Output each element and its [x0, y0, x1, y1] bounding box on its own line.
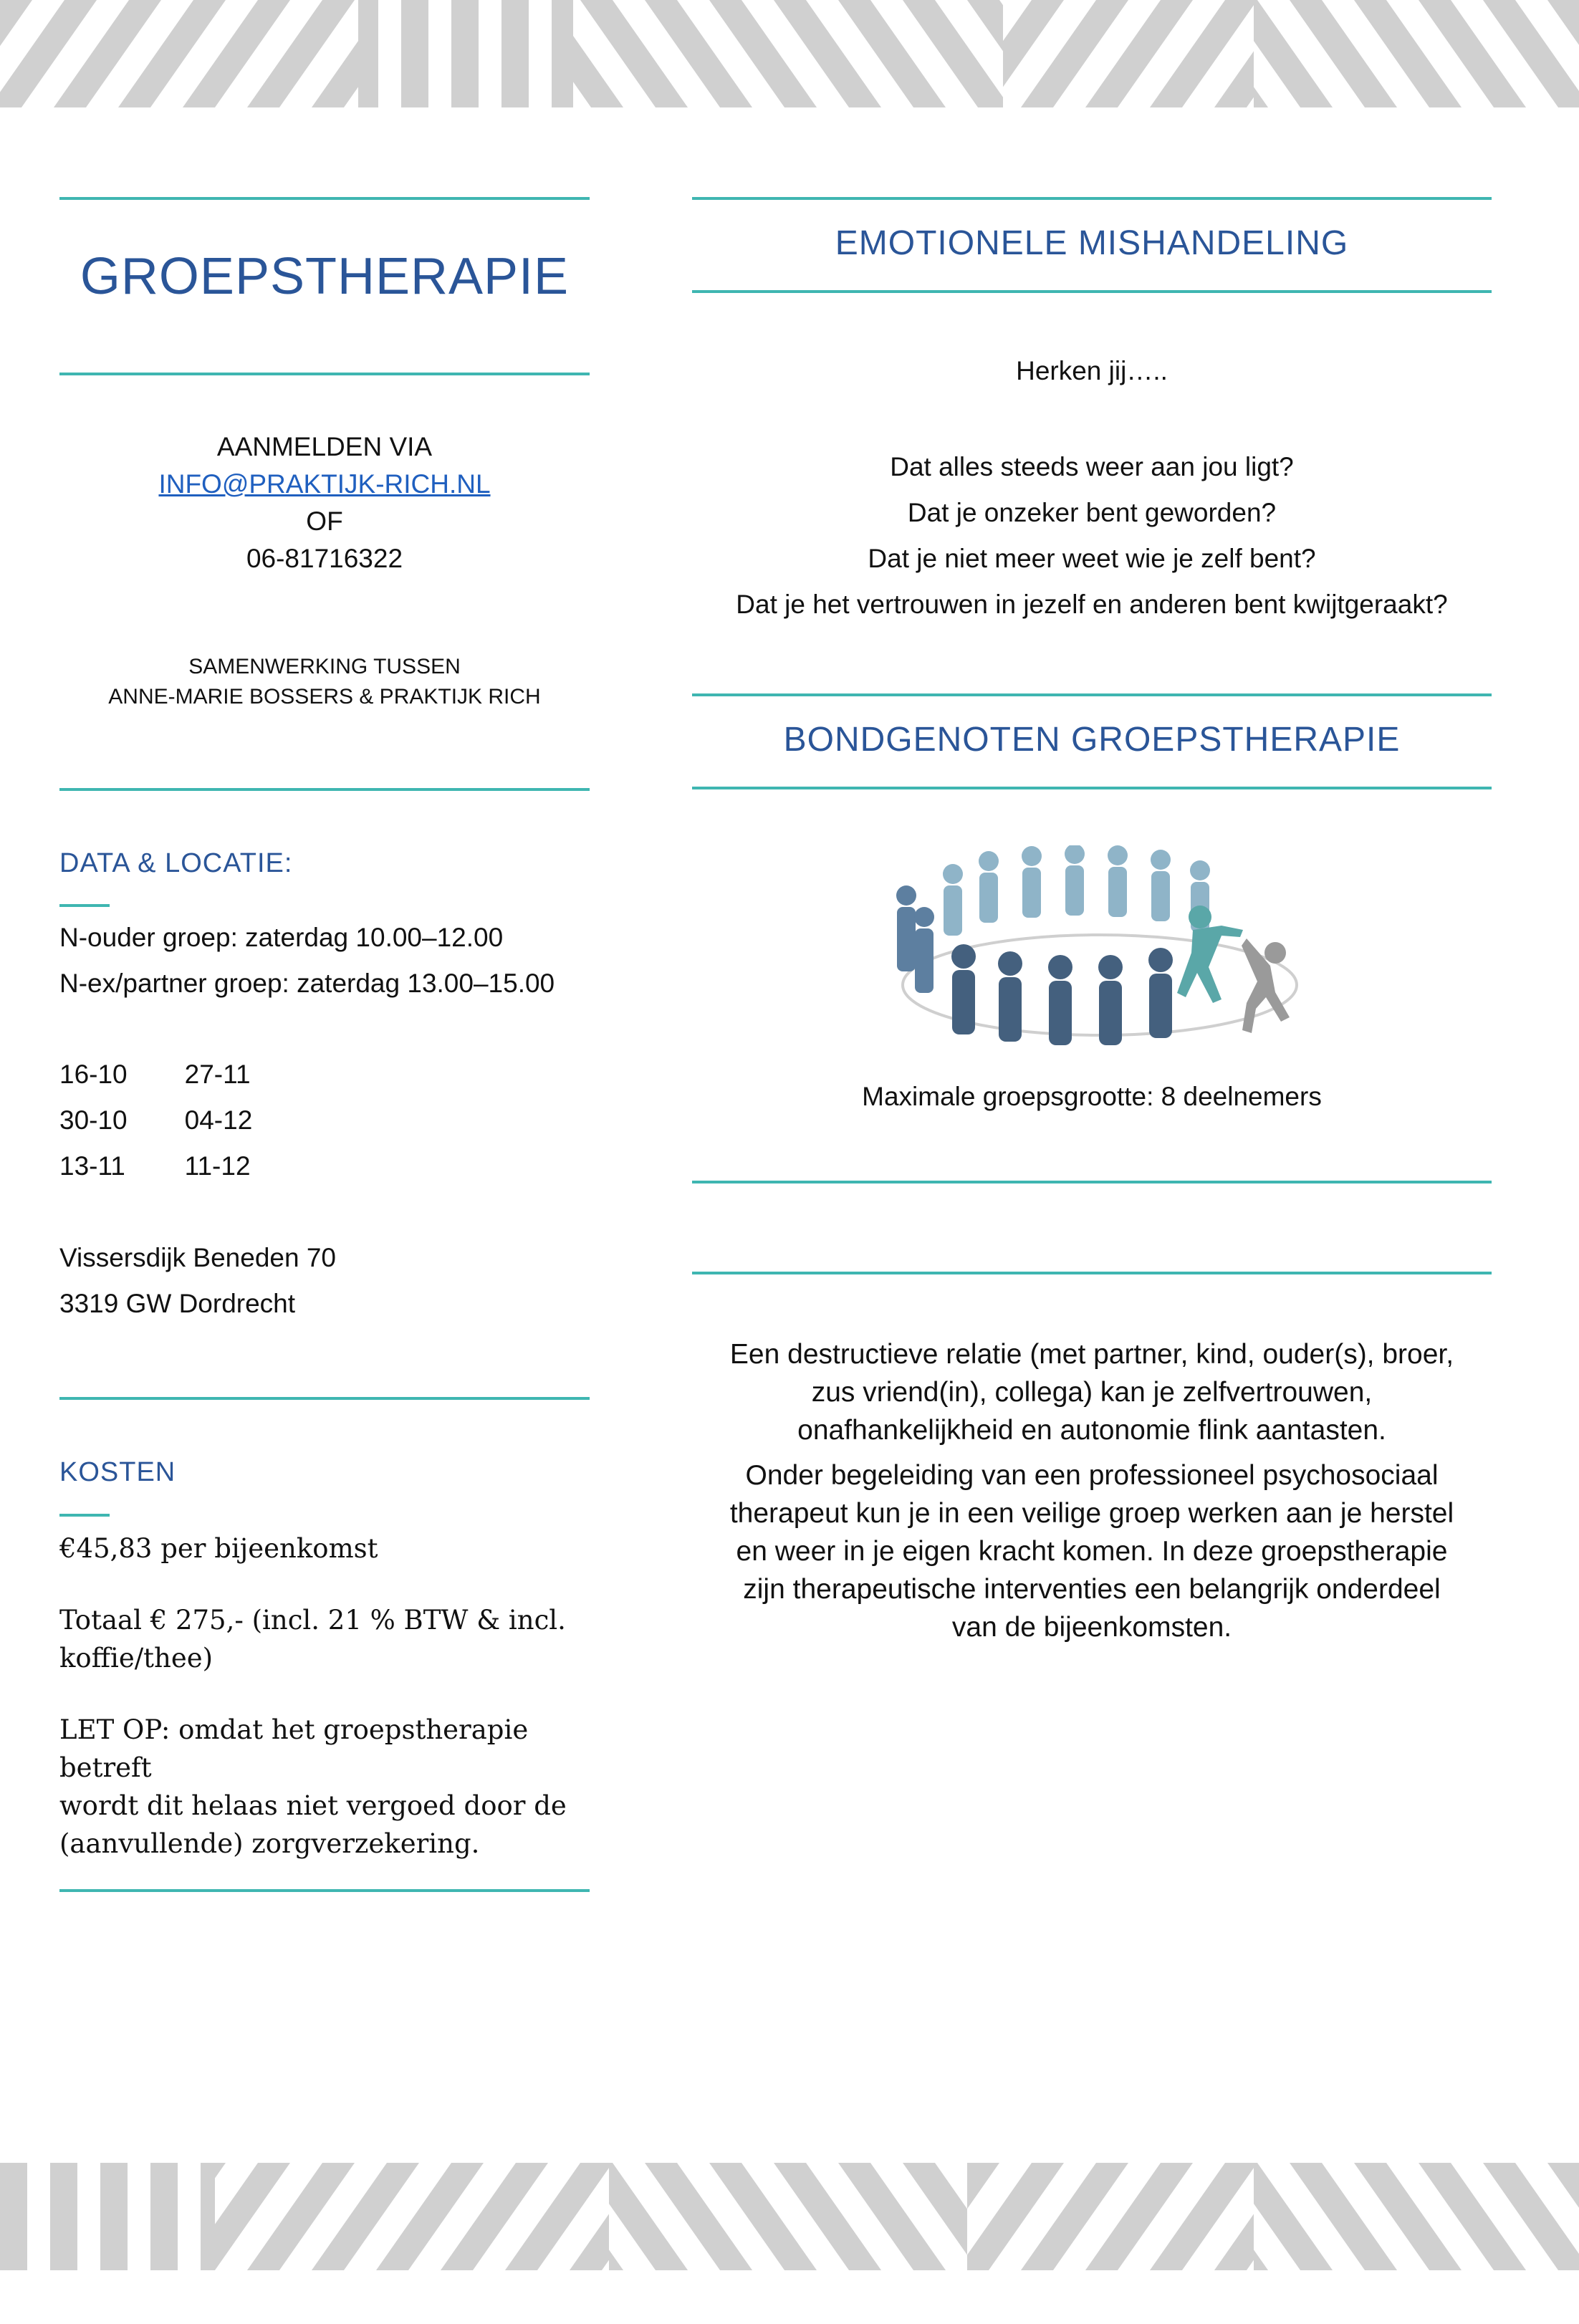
price-total: Totaal € 275,- (incl. 21 % BTW & incl. — [59, 1605, 566, 1636]
description-line: van de bijeenkomsten. — [951, 1612, 1232, 1643]
description-line: en weer in je eigen kracht komen. In deze groepstherapie — [736, 1536, 1448, 1567]
schedule-block — [59, 915, 555, 1007]
section-title-mishandeling: EMOTIONELE MISHANDELING — [835, 224, 1349, 262]
address-block — [59, 1235, 336, 1327]
signup-or: OF — [306, 506, 343, 536]
question-item: Dat alles steeds weer aan jou ligt? — [890, 452, 1294, 481]
divider — [59, 1397, 590, 1400]
stripe-pattern-top — [0, 0, 1579, 107]
bottom-stripe-band — [0, 2163, 1579, 2270]
table-row — [59, 1098, 309, 1143]
section-title-bondgenoten: BONDGENOTEN GROEPSTHERAPIE — [783, 721, 1401, 759]
date-cell: 16-10 — [59, 1060, 128, 1089]
divider — [692, 290, 1492, 293]
divider — [59, 788, 590, 791]
top-stripe-band — [0, 0, 1579, 107]
data-locatie-heading: DATA & LOCATIE: — [59, 848, 293, 878]
description-line: therapeut kun je in een veilige groep werken aan je herstel — [729, 1498, 1454, 1529]
date-cell: 27-11 — [184, 1060, 251, 1089]
date-cell: 11-12 — [184, 1151, 251, 1181]
collab-line: ANNE-MARIE BOSSERS & PRAKTIJK RICH — [108, 685, 541, 709]
group-schedule: N-ouder groep: zaterdag 10.00–12.00 — [59, 923, 504, 952]
divider — [692, 1272, 1492, 1274]
description-line: Onder begeleiding van een professioneel psychosociaal — [745, 1460, 1439, 1491]
date-cell: 04-12 — [184, 1105, 253, 1135]
price-total: koffie/thee) — [59, 1643, 213, 1674]
signup-label: AANMELDEN VIA — [216, 432, 433, 461]
divider — [59, 373, 590, 375]
insurance-note: wordt dit helaas niet vergoed door de — [59, 1790, 567, 1821]
signup-block — [59, 428, 590, 577]
divider — [692, 693, 1492, 696]
question-item: Dat je het vertrouwen in jezelf en anderen bent kwijtgeraakt? — [736, 590, 1448, 619]
question-item: Dat je niet meer weet wie je zelf bent? — [868, 544, 1316, 573]
table-row — [59, 1143, 309, 1189]
heading-underline — [59, 1514, 110, 1517]
insurance-note: LET OP: omdat het groepstherapie betreft — [59, 1714, 529, 1783]
kosten-heading: KOSTEN — [59, 1457, 176, 1487]
divider — [692, 787, 1492, 789]
stripe-pattern-bottom — [0, 2163, 1579, 2270]
email-link[interactable]: INFO@PRAKTIJK-RICH.NL — [158, 469, 491, 499]
group-size-caption: Maximale groepsgrootte: 8 deelnemers — [862, 1082, 1322, 1111]
dates-table — [59, 1052, 309, 1189]
description-line: zus vriend(in), collega) kan je zelfvertrouwen, — [811, 1377, 1373, 1408]
divider — [59, 197, 590, 200]
address-line: 3319 GW Dordrecht — [59, 1289, 296, 1318]
divider — [59, 1889, 590, 1892]
divider — [692, 197, 1492, 200]
date-cell: 30-10 — [59, 1105, 128, 1135]
group-schedule: N-ex/partner groep: zaterdag 13.00–15.00 — [59, 969, 555, 998]
phone-number: 06-81716322 — [246, 544, 403, 573]
address-line: Vissersdijk Beneden 70 — [59, 1243, 337, 1272]
description-block — [692, 1335, 1492, 1646]
kosten-block — [59, 1530, 604, 1863]
heading-underline — [59, 904, 110, 907]
group-circle-people-icon — [885, 845, 1300, 1053]
intro-question: Herken jij….. — [1016, 356, 1168, 385]
table-row — [59, 1052, 309, 1098]
price-per-session: €45,83 per bijeenkomst — [59, 1533, 378, 1564]
questions-list — [692, 444, 1492, 628]
divider — [692, 1181, 1492, 1183]
description-line: Een destructieve relatie (met partner, kind, ouder(s), broer, — [729, 1339, 1454, 1370]
description-line: onafhankelijkheid en autonomie flink aantasten. — [797, 1415, 1386, 1446]
page-title: GROEPSTHERAPIE — [80, 248, 570, 305]
date-cell: 13-11 — [59, 1151, 125, 1181]
collaboration-block — [59, 652, 590, 712]
description-line: zijn therapeutische interventies een belangrijk onderdeel — [743, 1574, 1441, 1605]
collab-line: SAMENWERKING TUSSEN — [188, 655, 461, 678]
insurance-note: (aanvullende) zorgverzekering. — [59, 1828, 480, 1859]
question-item: Dat je onzeker bent geworden? — [907, 498, 1277, 527]
